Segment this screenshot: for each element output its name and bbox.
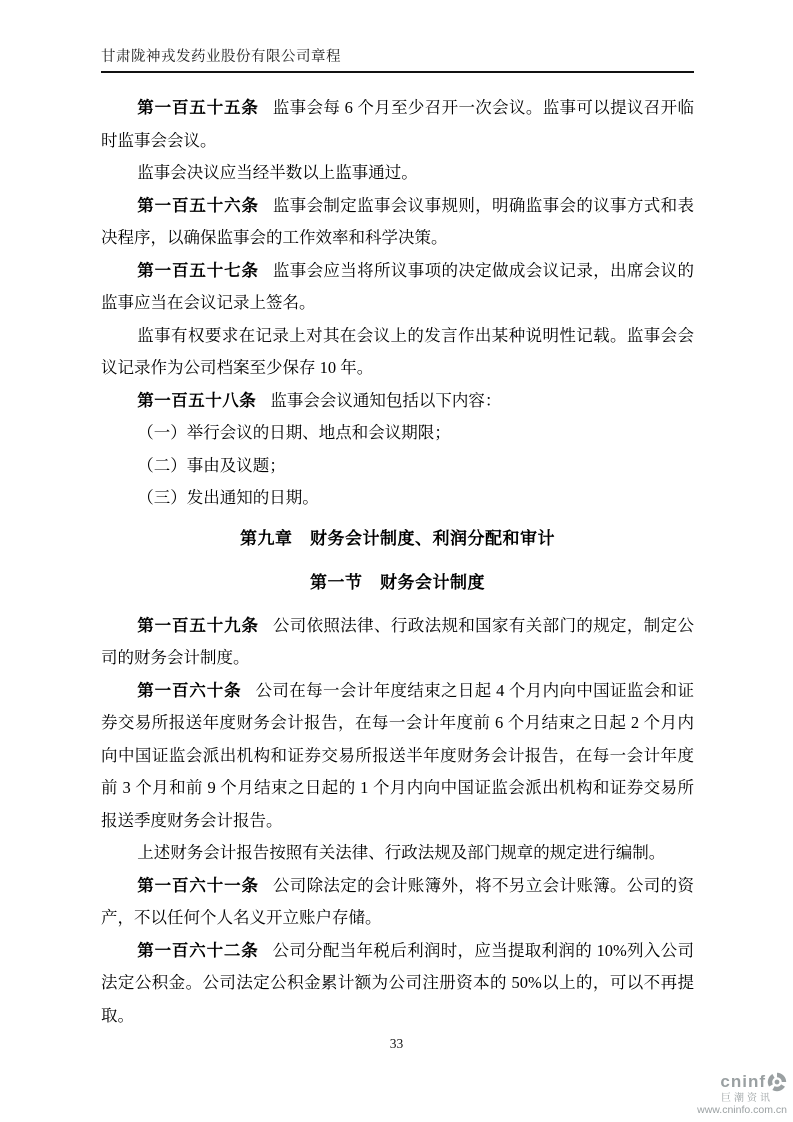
article-number: 第一百五十九条 (137, 616, 259, 635)
body-paragraph: 监事有权要求在记录上对其在会议上的发言作出某种说明性记载。监事会会议记录作为公司档案至少保存 10 年。 (101, 325, 694, 377)
article-number: 第一百五十七条 (137, 261, 259, 280)
article-text: 公司依照法律、行政法规和国家有关部门的规定，制定公司的财务会计制度。 (101, 615, 695, 667)
body-paragraph: （二）事由及议题； (137, 455, 286, 475)
page-header (101, 48, 694, 73)
article-text: 监事会制定监事会议事规则，明确监事会的议事方式和表决程序，以确保监事会的工作效率和科学决策。 (101, 195, 695, 247)
cninfo-logo-row (697, 1072, 787, 1092)
article-text: 监事会应当将所议事项的决定做成会议记录，出席会议的监事应当在会议记录上签名。 (101, 260, 695, 312)
page-number: 33 (389, 1036, 404, 1051)
article-number: 第一百六十二条 (137, 941, 259, 960)
chapter-heading: 第九章 财务会计制度、利润分配和审计 (240, 528, 555, 548)
article-text: 监事会会议通知包括以下内容： (270, 390, 502, 410)
article-text: 公司分配当年税后利润时，应当提取利润的 10%列入公司法定公积金。公司法定公积金累计额为公司注册资本的 50%以上的，可以不再提取。 (101, 940, 694, 1025)
article-text: 监事会每 6 个月至少召开一次会议。监事可以提议召开临时监事会会议。 (101, 98, 695, 150)
article-number: 第一百五十五条 (137, 99, 259, 117)
article-paragraph (101, 190, 694, 255)
article-text: 公司除法定的会计账簿外，将不另立会计账簿。公司的资产，不以任何个人名义开立账户存储。 (101, 875, 695, 927)
article-text: 公司在每一会计年度结束之日起 4 个月内向中国证监会和证券交易所报送年度财务会计报告，在每一会计年度前 6 个月结束之日起 2 个月内向中国证监会派出机构和证券交易所报送半年度财务会计报告，在每一会计年度前 3 个月和前 9 个月结束之日起的 1 个月内向中国证监会派出机构和证券交易所报送季度财务会计报告。 (101, 680, 695, 830)
body-paragraph: （三）发出通知的日期。 (137, 488, 319, 507)
article-number: 第一百五十八条 (137, 391, 257, 410)
cninfo-logo (697, 1072, 787, 1117)
article-paragraph (101, 385, 694, 418)
body-paragraph: 监事会决议应当经半数以上监事通过。 (137, 163, 418, 182)
article-number: 第一百五十六条 (137, 196, 259, 215)
article-number: 第一百六十条 (137, 681, 242, 700)
cninfo-brand-text: cninf (720, 1071, 766, 1091)
article-paragraph (101, 870, 694, 935)
article-paragraph (101, 675, 694, 838)
body-paragraph: 上述财务会计报告按照有关法律、行政法规及部门规章的规定进行编制。 (137, 843, 666, 862)
cninfo-brand-cn: 巨潮资讯 (721, 1093, 773, 1104)
body-paragraph: （一）举行会议的日期、地点和会议期限； (137, 423, 451, 442)
article-paragraph (101, 610, 694, 675)
article-number: 第一百六十一条 (137, 876, 259, 895)
page-header-title: 甘肃陇神戎发药业股份有限公司章程 (101, 49, 341, 65)
article-paragraph (101, 92, 694, 157)
section-heading: 第一节 财务会计制度 (310, 573, 485, 592)
cninfo-swirl-icon (767, 1072, 787, 1092)
article-paragraph (101, 255, 694, 320)
document-body (101, 92, 694, 1032)
article-paragraph (101, 935, 694, 1033)
cninfo-url: www.cninfo.com.cn (697, 1104, 787, 1116)
